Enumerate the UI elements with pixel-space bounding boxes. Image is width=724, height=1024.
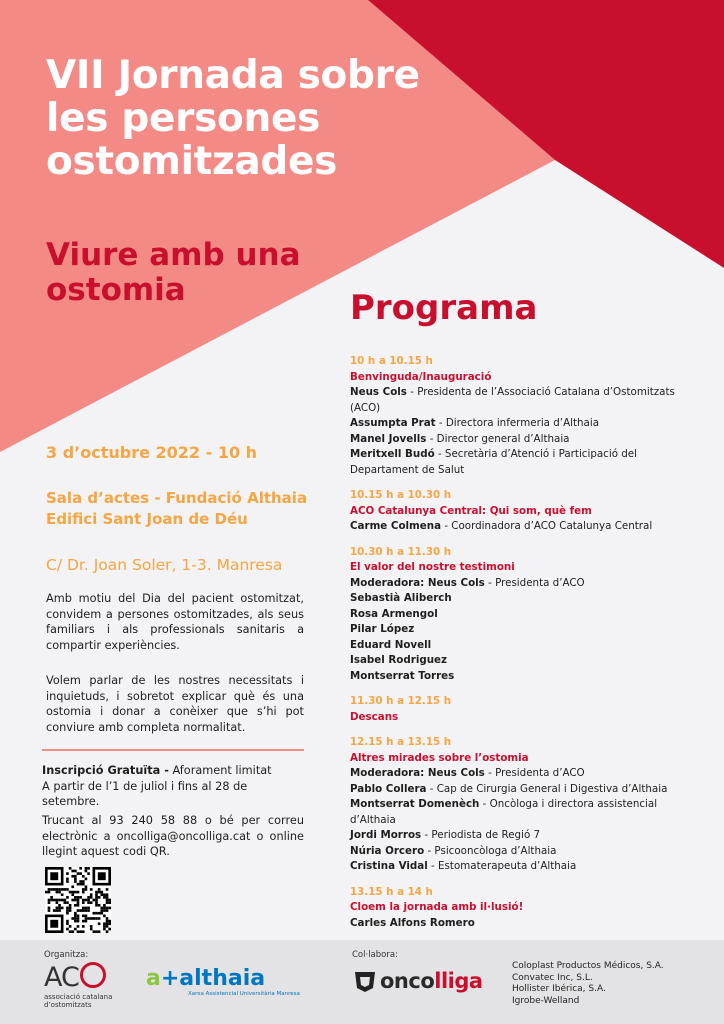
speaker-name: Moderadora: Neus Cols [350,767,485,779]
speaker-line [350,844,690,860]
speaker-name: Sebastià Aliberch [350,592,452,604]
speaker-role: - Cap de Cirurgia General i Digestiva d’Althaia [426,782,668,795]
programa-block [350,488,690,535]
programa-block [350,735,690,875]
programa-block [350,545,690,685]
speaker-line [350,766,690,782]
speaker-line [350,607,690,623]
speaker-line [350,669,690,685]
speaker-line [350,859,690,875]
title-line: ostomitzades [46,139,338,184]
althaia-plus-icon: + [160,966,180,991]
poster-title [46,54,446,183]
aco-sub-line: d’ostomitzats [44,1001,92,1009]
oncolliga-emblem-icon [352,968,378,994]
speaker-name: Pilar López [350,623,415,635]
subtitle-line: ostomia [46,272,186,308]
speaker-name: Cristina Vidal [350,860,428,872]
programa-block [350,885,690,932]
intro-paragraph-2: Volem parlar de les nostres necessitats i inquietuds, i sobretot explicar què és una ostomia i donar a conèixer que s’hi pot conviure amb completa normalitat. [46,674,304,734]
speaker-name: Meritxell Budó [350,448,435,460]
aco-logo [44,962,120,1009]
speaker-name: Núria Orcero [350,844,425,857]
speaker-name: Rosa Armengol [350,607,438,620]
speaker-name: Neus Cols [350,386,407,398]
speaker-name: Montserrat Domenèch [350,798,480,810]
speaker-line [350,385,690,416]
contact-info: Trucant al 93 240 58 88 o bé per correu electrònic a oncolliga@oncolliga.cat o online llegint aquest codi QR. [42,814,304,858]
programa-session-title: Altres mirades sobre l’ostomia [350,751,529,764]
programa-time: 13.15 h a 14 h [350,885,433,898]
partner-item: Hollister Ibérica, S.A. [512,984,606,994]
althaia-a-icon: a [146,966,161,991]
althaia-subtitle: Xarxa Assistencial Universitària Manresa [188,991,300,997]
speaker-role: - Directora infermeria d’Althaia [435,417,600,429]
speaker-line [350,916,690,932]
althaia-logo [146,967,300,997]
programa-time: 10 h a 10.15 h [350,355,433,367]
speaker-name: Jordi Morros [350,829,422,841]
programa-heading: Programa [350,288,538,328]
oncolliga-logo [352,968,483,994]
speaker-line [350,416,690,432]
althaia-logo-text: althaia [179,966,266,991]
event-date: 3 d’octubre 2022 - 10 h [46,443,258,462]
programa-session-title: ACO Catalunya Central: Qui som, què fem [350,504,592,517]
speaker-role: - Presidenta de l’Associació Catalana d’Ostomitzats (ACO) [350,386,675,414]
speaker-line [350,432,690,448]
programa-session-title: El valor del nostre testimoni [350,561,515,573]
programa-time: 10.30 h a 11.30 h [350,545,452,558]
speaker-line [350,653,690,669]
speaker-line [350,591,690,607]
speaker-name: Pablo Collera [350,782,427,795]
speaker-line [350,576,690,592]
programa-session-title: Descans [350,710,399,723]
venue-line: Sala d’actes - Fundació Althaia [46,489,308,507]
aco-sub-line: associació catalana [44,993,113,1001]
speaker-role: - Periodista de Regió 7 [421,829,541,841]
qr-code-icon[interactable] [45,867,111,933]
speaker-role: - Secretària d’Atenció i Participació del Departament de Salut [350,448,637,476]
intro-paragraph-1: Amb motiu del Dia del pacient ostomitzat, convidem a persones ostomitzades, als seus familiars i als professionals sanitaris a compartir experiències. [46,592,304,652]
title-line: VII Jornada sobre [46,53,420,98]
speaker-role: - Oncòloga i directora assistencial d’Althaia [350,798,658,826]
speaker-name: Moderadora: Neus Cols [350,576,485,589]
speaker-name: Eduard Novell [350,638,432,651]
partner-item: Igrobe-Welland [512,995,580,1006]
inscription-dates: A partir de l’1 de juliol i fins al 28 de setembre. [42,779,248,808]
programa-list [350,354,690,941]
speaker-line [350,519,690,535]
colabora-label: Col·labora: [352,950,398,960]
speaker-role: - Coordinadora d’ACO Catalunya Central [441,520,653,532]
speaker-role: - Presidenta d’ACO [484,767,585,779]
speaker-name: Isabel Rodriguez [350,654,448,666]
programa-time: 10.15 h a 10.30 h [350,489,452,501]
speaker-name: Manel Jovells [350,432,427,445]
speaker-name: Carme Colmena [350,520,442,532]
title-line: les persones [46,96,321,141]
programa-session-title: Benvinguda/Inauguració [350,370,492,383]
speaker-role: - Director general d’Althaia [426,432,570,445]
oncolliga-logo-text-2: lliga [434,969,483,993]
partner-item: Convatec Inc, S.L. [512,972,593,983]
event-venue [46,488,307,530]
event-address: C/ Dr. Joan Soler, 1-3. Manresa [46,556,283,574]
speaker-line [350,638,690,654]
speaker-line [350,782,690,798]
speaker-name: Assumpta Prat [350,417,436,429]
aco-logo-text: AC [44,962,79,993]
speaker-role: - Presidenta d’ACO [484,576,585,589]
oncolliga-logo-text-1: onco [380,969,435,993]
programa-block [350,354,690,478]
poster-subtitle [46,238,346,308]
speaker-line [350,447,690,478]
speaker-line [350,622,690,638]
venue-line: Edifici Sant Joan de Déu [46,510,248,528]
organitza-label: Organitza: [44,950,89,960]
programa-time: 12.15 h a 13.15 h [350,736,452,748]
inscription-limit: Aforament limitat [168,764,272,777]
partners-list [512,961,664,1007]
speaker-line [350,828,690,844]
inscription-label: Inscripció Gratuïta - [42,764,169,777]
aco-circle-icon [80,962,106,988]
speaker-name: Carles Alfons Romero [350,916,475,929]
speaker-role: - Estomaterapeuta d’Althaia [427,860,577,872]
divider [42,749,304,751]
speaker-line [350,797,690,828]
speaker-role: - Psicooncòloga d’Althaia [424,844,557,857]
speaker-name: Montserrat Torres [350,669,455,682]
partner-item: Coloplast Productos Médicos, S.A. [512,961,664,971]
programa-time: 11.30 h a 12.15 h [350,695,452,707]
subtitle-line: Viure amb una [46,237,301,273]
inscription-info [42,763,308,810]
programa-block [350,694,690,725]
programa-session-title: Cloem la jornada amb il·lusió! [350,901,524,913]
